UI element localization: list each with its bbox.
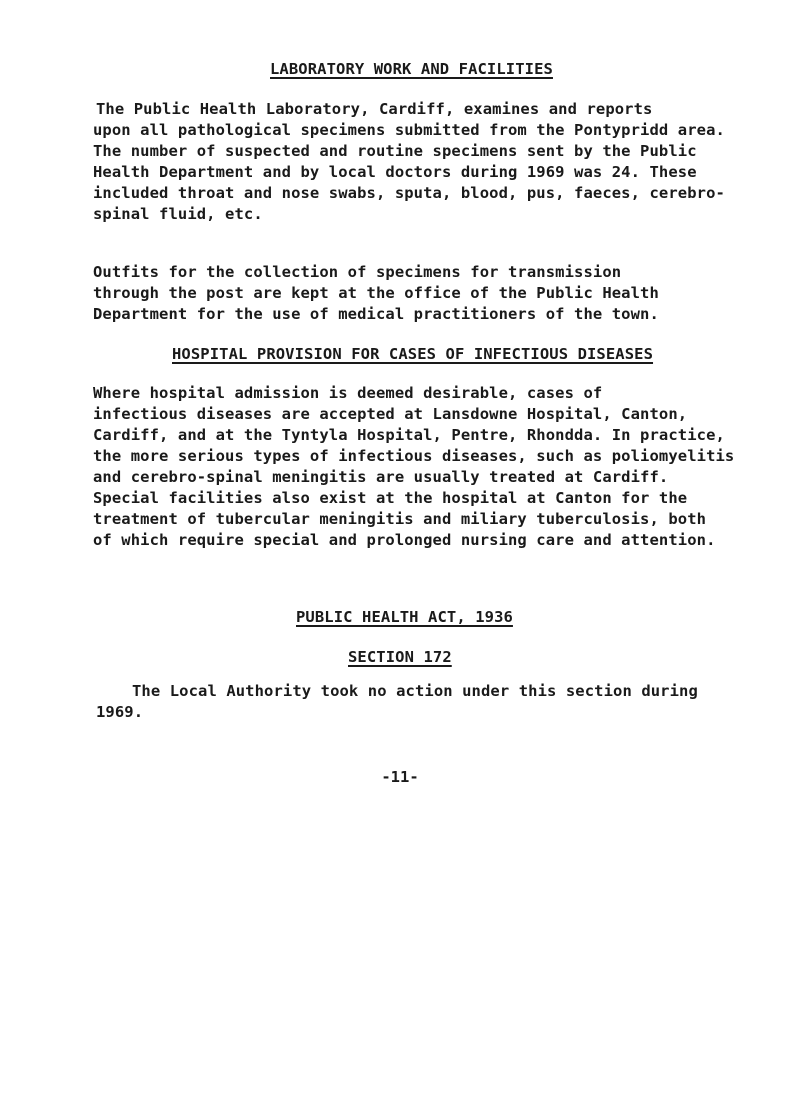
laboratory-paragraph-1 (93, 99, 725, 225)
hospital-provision-heading: HOSPITAL PROVISION FOR CASES OF INFECTIOUS DISEASES (172, 345, 654, 363)
text-line: Department for the use of medical practitioners of the town. (93, 305, 659, 323)
text-line: Special facilities also exist at the hospital at Canton for the (93, 489, 688, 507)
text-line: upon all pathological specimens submitted from the Pontypridd area. (93, 121, 725, 139)
text-line: infectious diseases are accepted at Lansdowne Hospital, Canton, (93, 405, 688, 423)
text-line: included throat and nose swabs, sputa, blood, pus, faeces, cerebro- (93, 184, 725, 202)
text-line: Health Department and by local doctors during 1969 was 24. These (93, 163, 697, 181)
text-line: treatment of tubercular meningitis and miliary tuberculosis, both (93, 510, 707, 528)
text-line: and cerebro-spinal meningitis are usually treated at Cardiff. (93, 468, 669, 486)
text-line: Outfits for the collection of specimens for transmission (93, 263, 622, 281)
text-line: of which require special and prolonged nursing care and attention. (93, 531, 716, 549)
public-health-act-heading: PUBLIC HEALTH ACT, 1936 (296, 608, 513, 626)
text-line: the more serious types of infectious diseases, such as poliomyelitis (93, 447, 735, 465)
section-172-paragraph (96, 681, 698, 723)
text-line: spinal fluid, etc. (93, 205, 263, 223)
text-line: The Public Health Laboratory, Cardiff, examines and reports (96, 100, 653, 118)
text-line: Where hospital admission is deemed desirable, cases of (93, 384, 603, 402)
laboratory-paragraph-2 (93, 262, 659, 325)
text-line: 1969. (96, 703, 144, 721)
text-line: through the post are kept at the office of the Public Health (93, 284, 659, 302)
text-line: The number of suspected and routine specimens sent by the Public (93, 142, 697, 160)
page-number: -11- (381, 768, 419, 786)
text-line: The Local Authority took no action under this section during (132, 682, 698, 700)
laboratory-heading: LABORATORY WORK AND FACILITIES (270, 60, 553, 78)
section-172-heading: SECTION 172 (348, 648, 452, 666)
hospital-provision-paragraph (93, 383, 734, 551)
text-line: Cardiff, and at the Tyntyla Hospital, Pentre, Rhondda. In practice, (93, 426, 725, 444)
